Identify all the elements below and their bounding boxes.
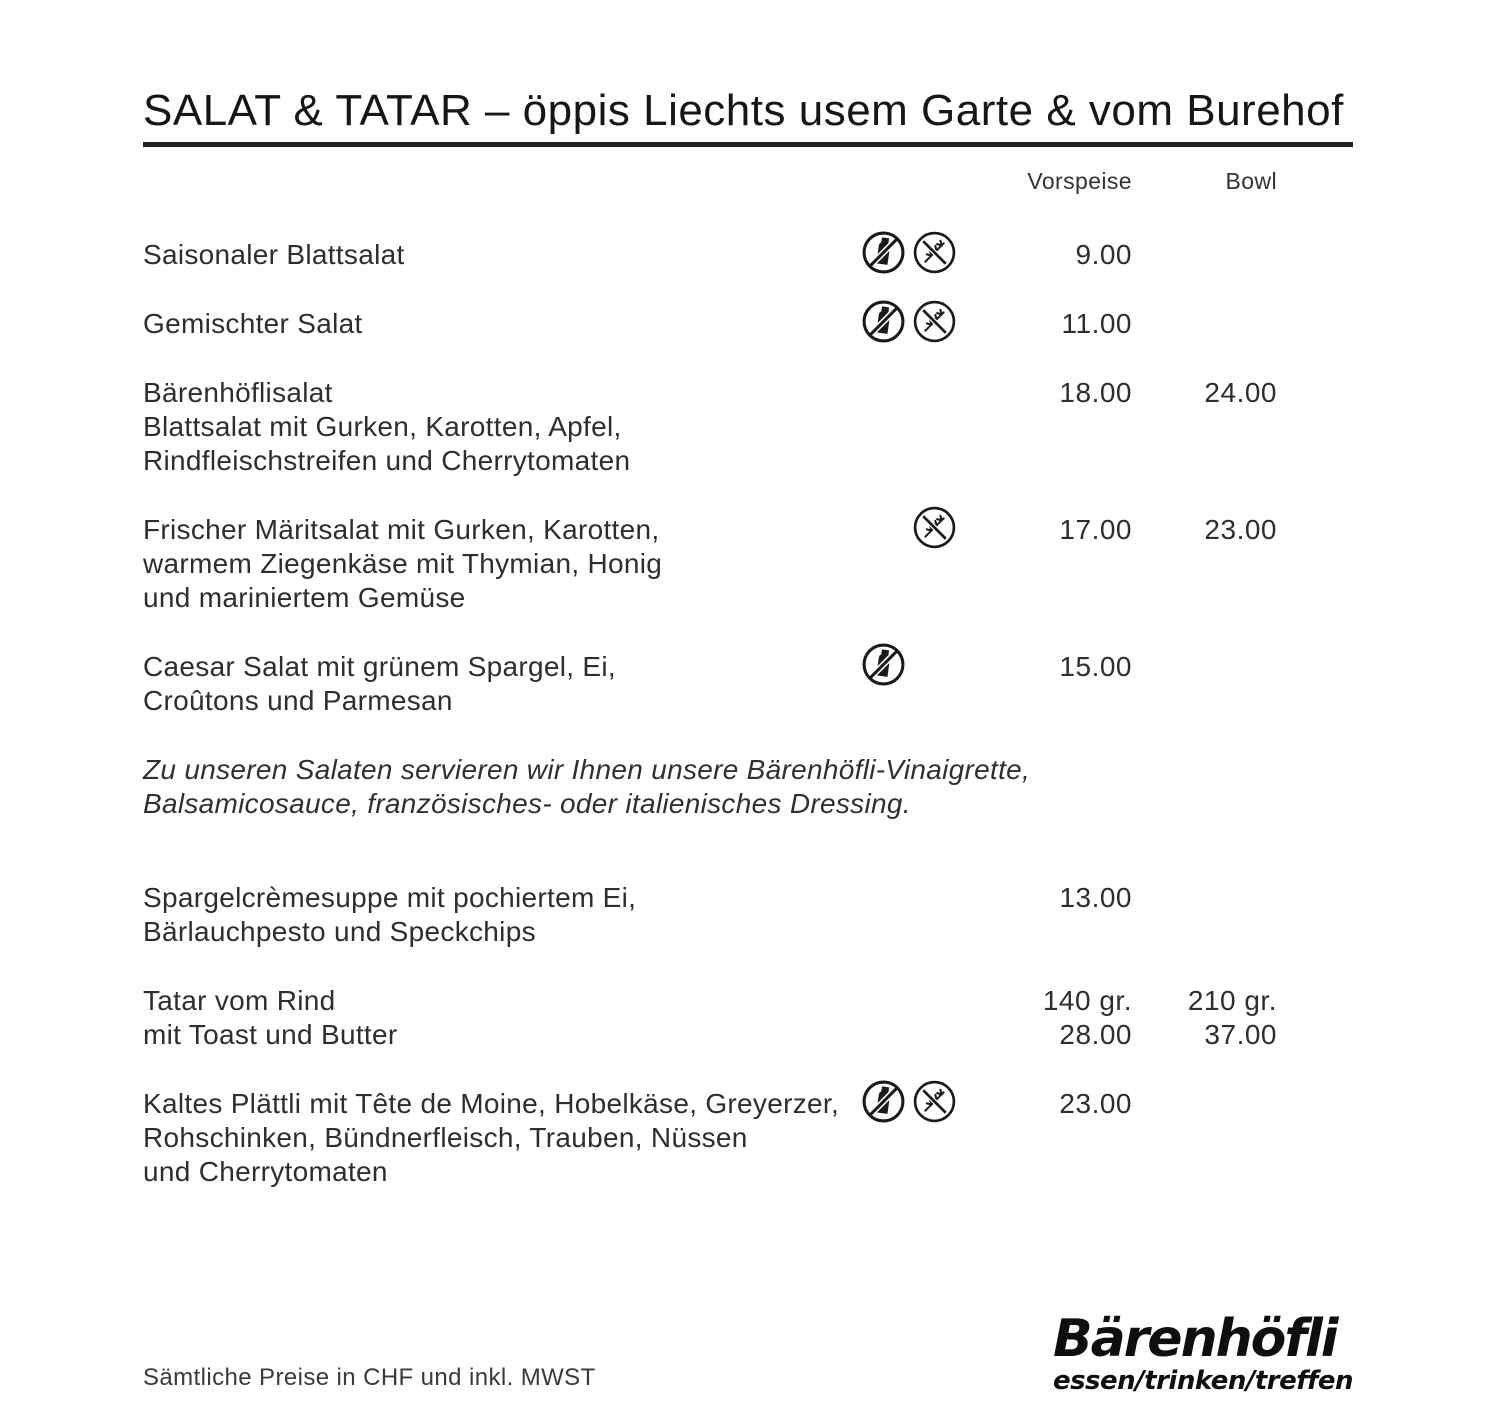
item-description: Bärlauchpesto und Speckchips	[143, 916, 536, 948]
item-description: Croûtons und Parmesan	[143, 685, 453, 717]
item-name: Caesar Salat mit grünem Spargel, Ei,	[143, 651, 617, 683]
column-headers	[143, 168, 1353, 195]
lactose-free-icon	[861, 238, 906, 272]
item-name: Gemischter Salat	[143, 308, 363, 340]
column-header-vorspeise: Vorspeise	[1027, 168, 1132, 195]
item-description: und mariniertem Gemüse	[143, 582, 466, 614]
item-description: mit Toast und Butter	[143, 1019, 398, 1051]
page-title: SALAT & TATAR – öppis Liechts usem Garte & vom Burehof	[143, 86, 1344, 135]
menu-item	[143, 307, 1353, 341]
title-rule	[143, 142, 1353, 147]
menu-item	[143, 984, 1353, 1052]
lactose-free-icon	[861, 650, 908, 684]
menu-item	[143, 238, 1353, 272]
price-vorspeise: 13.00	[1059, 882, 1132, 914]
item-description: Blattsalat mit Gurken, Karotten, Apfel,	[143, 411, 622, 443]
restaurant-logo	[1052, 1309, 1353, 1396]
footer-price-note: Sämtliche Preise in CHF und inkl. MWST	[143, 1364, 596, 1391]
item-description: und Cherrytomaten	[143, 1156, 388, 1188]
price-bowl: 24.00	[1204, 377, 1277, 409]
logo-name: Bärenhöfli	[1052, 1309, 1337, 1369]
logo-tagline: essen/trinken/treffen	[1052, 1366, 1353, 1396]
price-vorspeise: 9.00	[1075, 239, 1132, 271]
item-description: Rindfleischstreifen und Cherrytomaten	[143, 445, 631, 477]
price-vorspeise	[957, 984, 1132, 1052]
column-header-bowl: Bowl	[1225, 168, 1277, 195]
item-name: Saisonaler Blattsalat	[143, 239, 405, 271]
gluten-free-icon	[912, 307, 957, 341]
gluten-free-icon	[912, 513, 957, 547]
dressing-note-line: Zu unseren Salaten servieren wir Ihnen unsere Bärenhöfli-Vinaigrette,	[143, 754, 1031, 786]
menu-item	[143, 881, 1353, 949]
portion-size: 210 gr.	[1187, 985, 1277, 1017]
price-bowl	[1132, 1087, 1277, 1189]
item-name: Bärenhöflisalat	[143, 377, 333, 409]
dressing-note-line: Balsamicosauce, französisches- oder italienisches Dressing.	[143, 788, 911, 820]
item-name: Tatar vom Rind	[143, 985, 336, 1017]
menu-item	[143, 1087, 1353, 1189]
gluten-free-icon	[912, 1087, 957, 1121]
price-vorspeise: 23.00	[1059, 1088, 1132, 1120]
price-bowl	[1132, 881, 1277, 949]
price-bowl	[1132, 307, 1277, 341]
menu-items	[143, 238, 1353, 1189]
price-bowl	[1132, 984, 1277, 1052]
menu-item	[143, 513, 1353, 615]
portion-size: 140 gr.	[1042, 985, 1132, 1017]
lactose-free-icon	[861, 1087, 906, 1121]
price-bowl: 23.00	[1204, 514, 1277, 546]
lactose-free-icon	[861, 307, 906, 341]
portion-price: 37.00	[1204, 1019, 1277, 1051]
price-vorspeise: 18.00	[1059, 377, 1132, 409]
price-vorspeise: 15.00	[1059, 651, 1132, 683]
price-vorspeise: 11.00	[1061, 308, 1132, 340]
item-description: Rohschinken, Bündnerfleisch, Trauben, Nüssen	[143, 1122, 748, 1154]
menu-item	[143, 376, 1353, 478]
item-description: warmem Ziegenkäse mit Thymian, Honig	[143, 548, 663, 580]
gluten-free-icon	[912, 238, 957, 272]
menu-item	[143, 650, 1353, 718]
portion-price: 28.00	[1059, 1019, 1132, 1051]
price-bowl	[1132, 238, 1277, 272]
price-vorspeise: 17.00	[1059, 514, 1132, 546]
item-name: Kaltes Plättli mit Tête de Moine, Hobelkäse, Greyerzer,	[143, 1088, 840, 1120]
dressing-note	[143, 753, 1353, 821]
item-name: Spargelcrèmesuppe mit pochiertem Ei,	[143, 882, 637, 914]
item-name: Frischer Märitsalat mit Gurken, Karotten,	[143, 514, 660, 546]
price-bowl	[1132, 650, 1277, 718]
